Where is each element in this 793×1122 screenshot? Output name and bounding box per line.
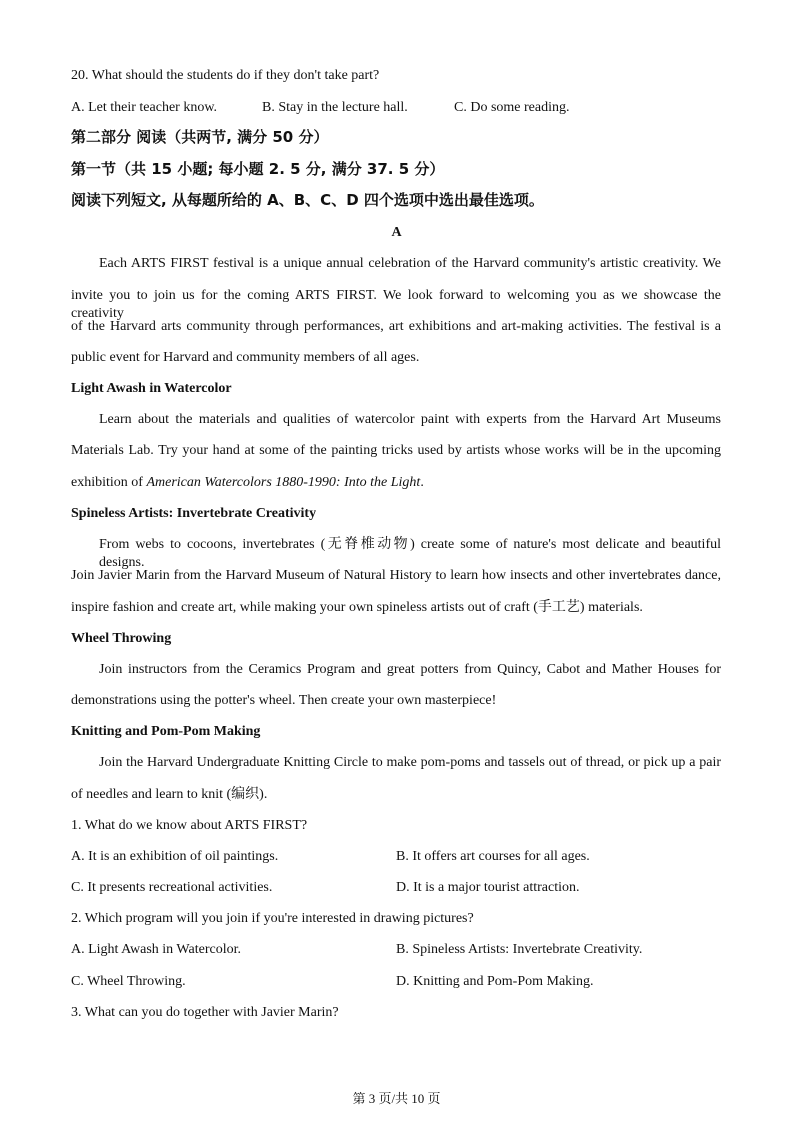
question-3: 3. What can you do together with Javier Marin?	[71, 1005, 339, 1020]
program-title: Light Awash in Watercolor	[71, 381, 232, 396]
program-line: Join Javier Marin from the Harvard Museum of Natural History to learn how insects and other invertebrates dance,	[71, 568, 721, 583]
q1-option-d: D. It is a major tourist attraction.	[396, 880, 580, 895]
program-line: demonstrations using the potter's wheel. Then create your own masterpiece!	[71, 693, 497, 708]
part-title: 第二部分 阅读（共两节, 满分 50 分）	[71, 128, 329, 146]
program-line: Join instructors from the Ceramics Program and great potters from Quincy, Cabot and Mather Houses for	[99, 662, 721, 677]
q20-option-b: B. Stay in the lecture hall.	[262, 100, 408, 115]
q1-option-a: A. It is an exhibition of oil paintings.	[71, 849, 279, 864]
program-line: inspire fashion and create art, while making your own spineless artists out of craft (手工艺) materials.	[71, 600, 643, 615]
page-footer: 第 3 页/共 10 页	[352, 1091, 441, 1106]
question-2: 2. Which program will you join if you're interested in drawing pictures?	[71, 911, 474, 926]
intro-line: Each ARTS FIRST festival is a unique annual celebration of the Harvard community's artistic creativity. We	[99, 256, 721, 271]
exhibition-title: American Watercolors 1880-1990: Into the Light	[146, 475, 421, 490]
q20-option-a: A. Let their teacher know.	[71, 100, 218, 115]
q20-option-c: C. Do some reading.	[454, 100, 570, 115]
program-title: Spineless Artists: Invertebrate Creativity	[71, 506, 317, 521]
program-line-suffix: .	[420, 475, 424, 490]
program-line: Learn about the materials and qualities of watercolor paint with experts from the Harvard Art Museums	[99, 412, 721, 427]
program-title: Wheel Throwing	[71, 631, 172, 646]
q2-option-a: A. Light Awash in Watercolor.	[71, 942, 241, 957]
q20-question: 20. What should the students do if they don't take part?	[71, 68, 380, 83]
instruction: 阅读下列短文, 从每题所给的 A、B、C、D 四个选项中选出最佳选项。	[71, 191, 544, 209]
q2-option-c: C. Wheel Throwing.	[71, 974, 186, 989]
q1-option-c: C. It presents recreational activities.	[71, 880, 273, 895]
q1-option-b: B. It offers art courses for all ages.	[396, 849, 590, 864]
intro-line: of the Harvard arts community through performances, art exhibitions and art-making activities. The festival is a	[71, 319, 721, 334]
program-title: Knitting and Pom-Pom Making	[71, 724, 261, 739]
program-line: From webs to cocoons, invertebrates (无脊椎动物) create some of nature's most delicate and beautiful designs.	[99, 537, 721, 570]
intro-line: invite you to join us for the coming ARTS FIRST. We look forward to welcoming you as we showcase the creativity	[71, 288, 721, 321]
q2-option-d: D. Knitting and Pom-Pom Making.	[396, 974, 594, 989]
passage-label: A	[391, 225, 402, 240]
intro-line: public event for Harvard and community members of all ages.	[71, 350, 420, 365]
program-line: Materials Lab. Try your hand at some of the painting tricks used by artists whose works will be in the upcoming	[71, 443, 721, 458]
question-1: 1. What do we know about ARTS FIRST?	[71, 818, 308, 833]
sub-title: 第一节（共 15 小题; 每小题 2. 5 分, 满分 37. 5 分）	[71, 160, 445, 178]
program-line	[71, 474, 424, 492]
q2-option-b: B. Spineless Artists: Invertebrate Creativity.	[396, 942, 643, 957]
program-line: of needles and learn to knit (编织).	[71, 787, 268, 802]
program-line-prefix: exhibition of	[71, 475, 147, 490]
program-line: Join the Harvard Undergraduate Knitting Circle to make pom-poms and tassels out of thread, or pick up a pair	[99, 755, 721, 770]
